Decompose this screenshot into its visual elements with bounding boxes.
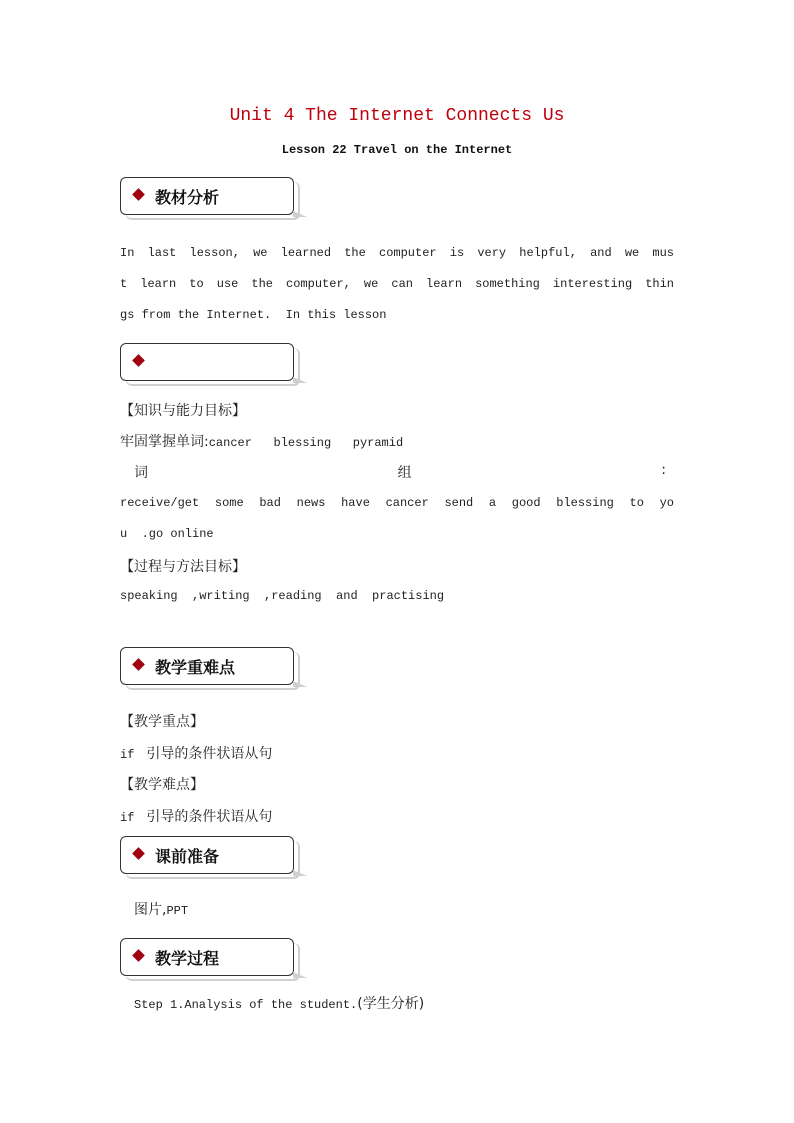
- section-header-key-points: [120, 647, 294, 685]
- process-heading: 【过程与方法目标】: [120, 559, 246, 575]
- section-label: 教学重难点: [155, 658, 236, 677]
- words-line: [120, 431, 403, 451]
- section-label: 教学过程: [155, 949, 220, 968]
- box-shadow-tail: [293, 870, 307, 876]
- diamond-bullet-icon: [132, 949, 145, 962]
- words-label: 牢固掌握单词:: [120, 434, 209, 450]
- diamond-bullet-icon: [132, 847, 145, 860]
- diamond-bullet-icon: [132, 658, 145, 671]
- difficulty-prefix: if: [120, 811, 135, 825]
- step-1-en: Step 1.Analysis of the student.: [134, 998, 358, 1012]
- prep-text-en: PPT: [166, 904, 189, 918]
- box-shadow-tail: [293, 681, 307, 687]
- vocab-words: cancer blessing pyramid: [208, 436, 404, 450]
- focus-text: 引导的条件状语从句: [146, 746, 273, 762]
- focus-line: [120, 743, 272, 763]
- step-1-cn: (学生分析): [357, 996, 425, 1012]
- process-skills: speaking ,writing ,reading and practising: [120, 589, 445, 603]
- knowledge-heading: 【知识与能力目标】: [120, 403, 246, 419]
- section-label: 课前准备: [155, 847, 220, 866]
- phrase-char-3: :: [661, 462, 666, 478]
- diamond-bullet-icon: [132, 188, 145, 201]
- section-label: 教材分析: [155, 188, 220, 207]
- step-1-line: [134, 993, 424, 1013]
- phrases-line-2: u .go online: [120, 527, 214, 541]
- section-header-teaching-process: [120, 938, 294, 976]
- box-shadow-tail: [293, 377, 307, 383]
- analysis-line-1: In last lesson, we learned the computer is very helpful, and we mus: [120, 246, 674, 260]
- diamond-bullet-icon: [132, 354, 145, 367]
- focus-heading: 【教学重点】: [120, 714, 204, 730]
- difficulty-text: 引导的条件状语从句: [146, 809, 273, 825]
- phrase-heading-line: [120, 462, 666, 482]
- phrase-char-1: 词: [134, 465, 148, 481]
- analysis-line-3: gs from the Internet. In this lesson: [120, 308, 387, 322]
- prep-line: [134, 899, 188, 919]
- section-header-preparation: [120, 836, 294, 874]
- lesson-subtitle: Lesson 22 Travel on the Internet: [281, 143, 513, 157]
- box-shadow-tail: [293, 211, 307, 217]
- section-header-textbook-analysis: [120, 177, 294, 215]
- section-header-objectives: [120, 343, 294, 381]
- difficulty-line: [120, 806, 272, 826]
- phrases-line-1: receive/get some bad news have cancer send a good blessing to yo: [120, 496, 674, 510]
- focus-prefix: if: [120, 748, 135, 762]
- phrase-char-2: 组: [397, 465, 412, 481]
- document-title: Unit 4 The Internet Connects Us: [229, 106, 565, 126]
- box-shadow-tail: [293, 972, 307, 978]
- prep-text-cn: 图片,: [134, 902, 167, 918]
- analysis-line-2: t learn to use the computer, we can learn something interesting thin: [120, 277, 674, 291]
- difficulty-heading: 【教学难点】: [120, 777, 204, 793]
